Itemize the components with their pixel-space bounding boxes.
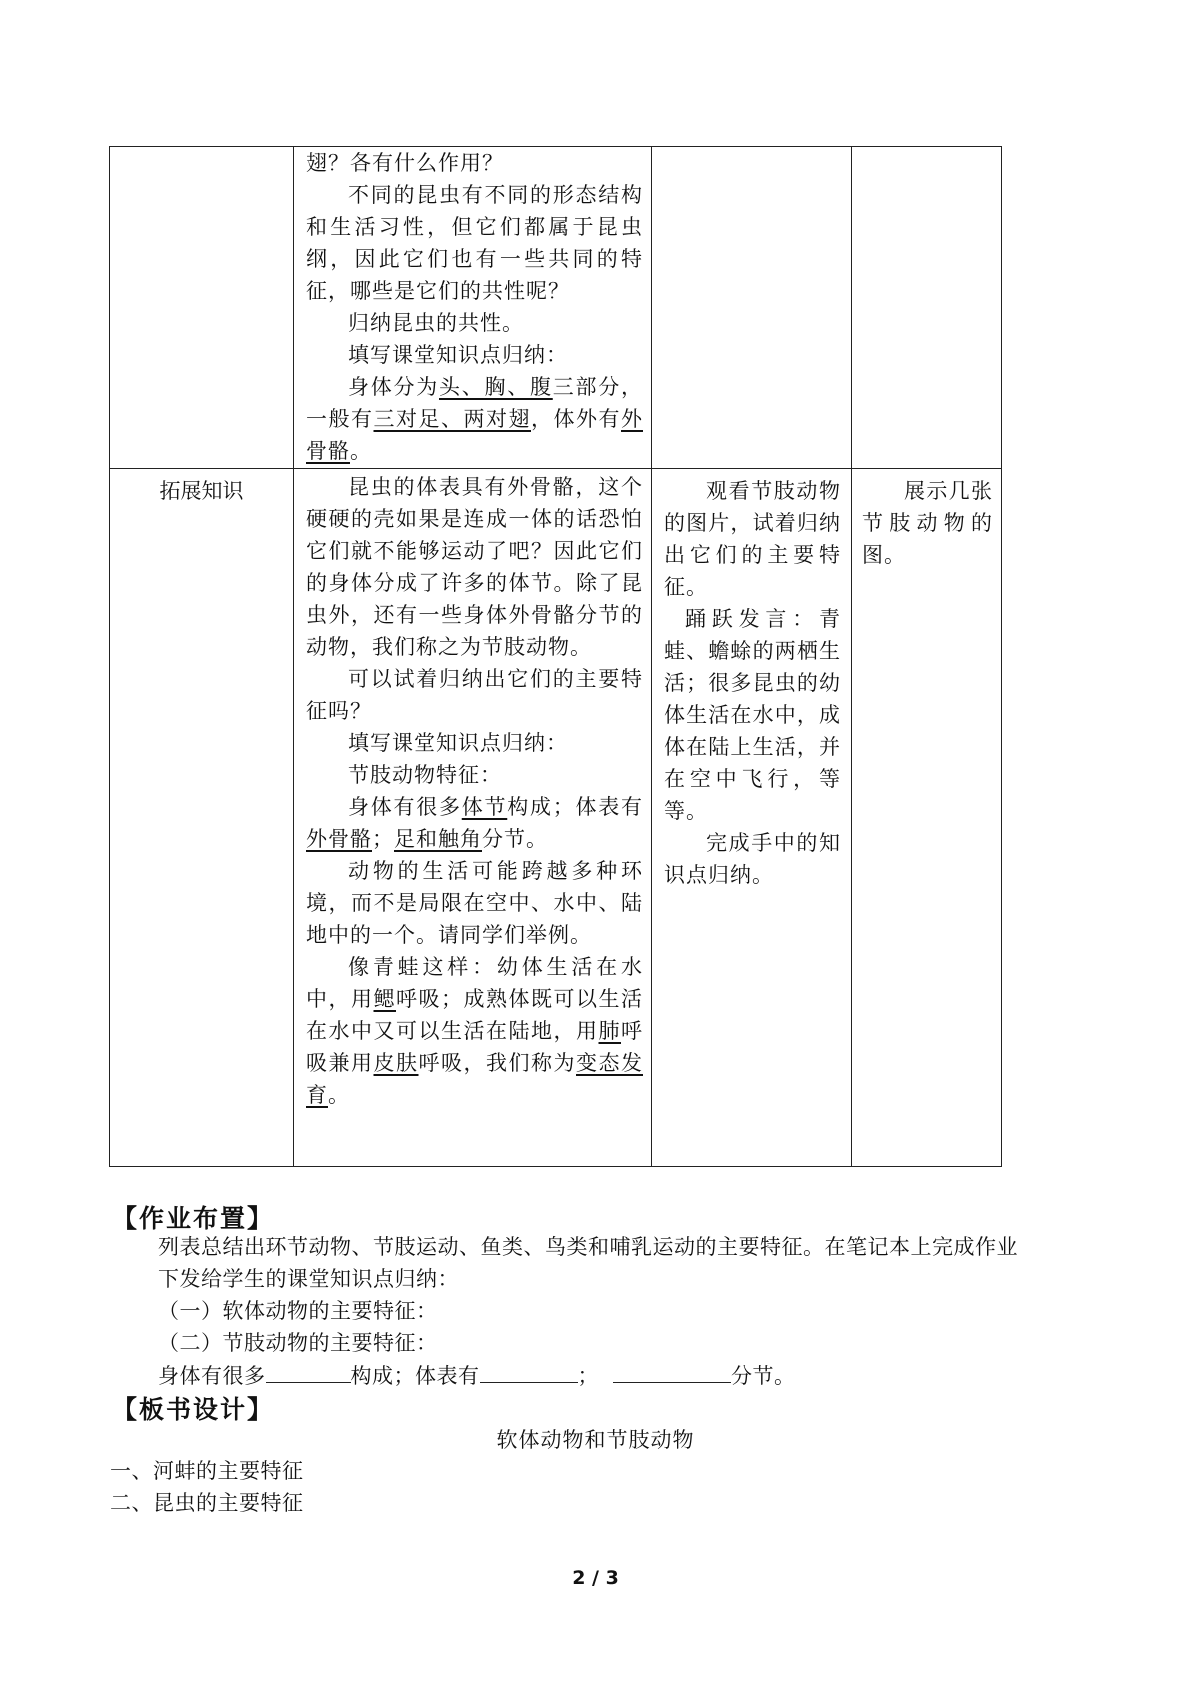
fill-text: 身体有很多 [158, 1364, 266, 1388]
homework-line: 下发给学生的课堂知识点归纳： [158, 1267, 459, 1291]
student-activity-cell [652, 147, 852, 469]
frog-answer: 肺 [598, 1019, 621, 1043]
frog-answer: 鳃 [373, 987, 396, 1011]
fill-text: ； [577, 1364, 599, 1388]
board-item: 二、昆虫的主要特征 [110, 1491, 304, 1515]
teacher-activity-cell [294, 469, 652, 1167]
teacher-activity-cell [294, 147, 652, 469]
page-number: 2 / 3 [572, 1567, 619, 1589]
section-label [110, 147, 293, 153]
frog-text: 呼吸兼用 [306, 1019, 643, 1075]
feature-text: 身体有很多 [348, 795, 462, 819]
teacher-text: 不同的昆虫有不同的形态结构和生活习性，但它们都属于昆虫纲，因此它们也有一些共同的特征，哪些是它们的共性呢？ [306, 183, 643, 303]
teacher-text: 填写课堂知识点归纳： [348, 731, 568, 755]
section-label-cell [110, 147, 294, 469]
summary-answer: 外骨骼 [306, 407, 643, 463]
homework-item: （二）节肢动物的主要特征： [158, 1331, 438, 1355]
design-intent-cell [852, 469, 1002, 1167]
feature-text: ； [372, 827, 394, 851]
teacher-text: 填写课堂知识点归纳： [348, 343, 568, 367]
homework-line: 列表总结出环节动物、节肢运动、鱼类、鸟类和哺乳运动的主要特征。在笔记本上完成作业 [158, 1235, 1018, 1259]
insect-summary [306, 371, 643, 467]
summary-answer: 三对足、两对翅 [373, 407, 531, 431]
frog-text: 呼吸，我们称为 [418, 1051, 576, 1075]
student-activity-cell [652, 469, 852, 1167]
board-heading: 【板书设计】 [112, 1395, 275, 1424]
board-title: 软体动物和节肢动物 [496, 1428, 695, 1452]
fill-text: 构成；体表有 [350, 1364, 480, 1388]
teacher-text: 翅？各有什么作用？ [306, 151, 504, 175]
section-label-cell [110, 469, 294, 1167]
frog-text: 像青蛙这样：幼体生活在水中，用 [306, 955, 643, 1011]
fill-blank [266, 1360, 351, 1383]
frog-example [306, 951, 643, 1111]
section-label: 拓展知识 [159, 479, 244, 503]
teacher-text: 动物的生活可能跨越多种环境，而不是局限在空中、水中、陆地中的一个。请同学们举例。 [306, 859, 643, 947]
summary-answer: 头、胸、腹 [439, 375, 553, 399]
board-item: 一、河蚌的主要特征 [110, 1459, 304, 1483]
feature-answer: 外骨骼 [306, 827, 372, 851]
fill-blank [480, 1360, 578, 1383]
design-intent-cell [852, 147, 1002, 469]
fill-text: 分节。 [731, 1364, 796, 1388]
frog-answer: 皮肤 [373, 1051, 419, 1075]
design-text: 展示几张节肢动物的图。 [862, 479, 993, 567]
table-row [110, 147, 1002, 469]
teacher-text: 节肢动物特征： [348, 763, 502, 787]
feature-text: 构成；体表有 [507, 795, 643, 819]
feature-answer: 足和触角 [394, 827, 482, 851]
summary-text: 三部分，一般有 [306, 375, 643, 431]
student-text: 踊跃发言：青蛙、蟾蜍的两栖生活；很多昆虫的幼体生活在水中，成体在陆上生活，并在空中飞行，等等。 [664, 607, 841, 823]
homework-item: （一）软体动物的主要特征： [158, 1299, 438, 1323]
teacher-text: 可以试着归纳出它们的主要特征吗？ [306, 667, 643, 723]
feature-answer: 体节 [461, 795, 508, 819]
teacher-text: 昆虫的体表具有外骨骼，这个硬硬的壳如果是连成一体的话恐怕它们就不能够运动了吧？因此它们的身体分成了许多的体节。除了昆虫外，还有一些身体外骨骼分节的动物，我们称之为节肢动物。 [306, 475, 643, 659]
summary-text: ，体外有 [531, 407, 621, 431]
lesson-table [109, 146, 1002, 1167]
feature-text: 分节。 [482, 827, 548, 851]
frog-text: 呼吸；成熟体既可以生活在水中又可以生活在陆地，用 [306, 987, 643, 1043]
student-text: 观看节肢动物的图片，试着归纳出它们的主要特征。 [664, 479, 841, 599]
homework-fill-line [158, 1360, 796, 1391]
frog-answer: 变态发育 [306, 1051, 643, 1107]
arthropod-feature [306, 791, 643, 855]
fill-blank [613, 1360, 731, 1383]
student-text: 完成手中的知识点归纳。 [664, 831, 841, 887]
homework-heading: 【作业布置】 [112, 1204, 275, 1233]
summary-text: 。 [350, 439, 372, 463]
summary-text: 身体分为 [348, 375, 439, 399]
frog-text: 。 [328, 1083, 350, 1107]
teacher-text: 归纳昆虫的共性。 [348, 311, 524, 335]
table-row [110, 469, 1002, 1167]
